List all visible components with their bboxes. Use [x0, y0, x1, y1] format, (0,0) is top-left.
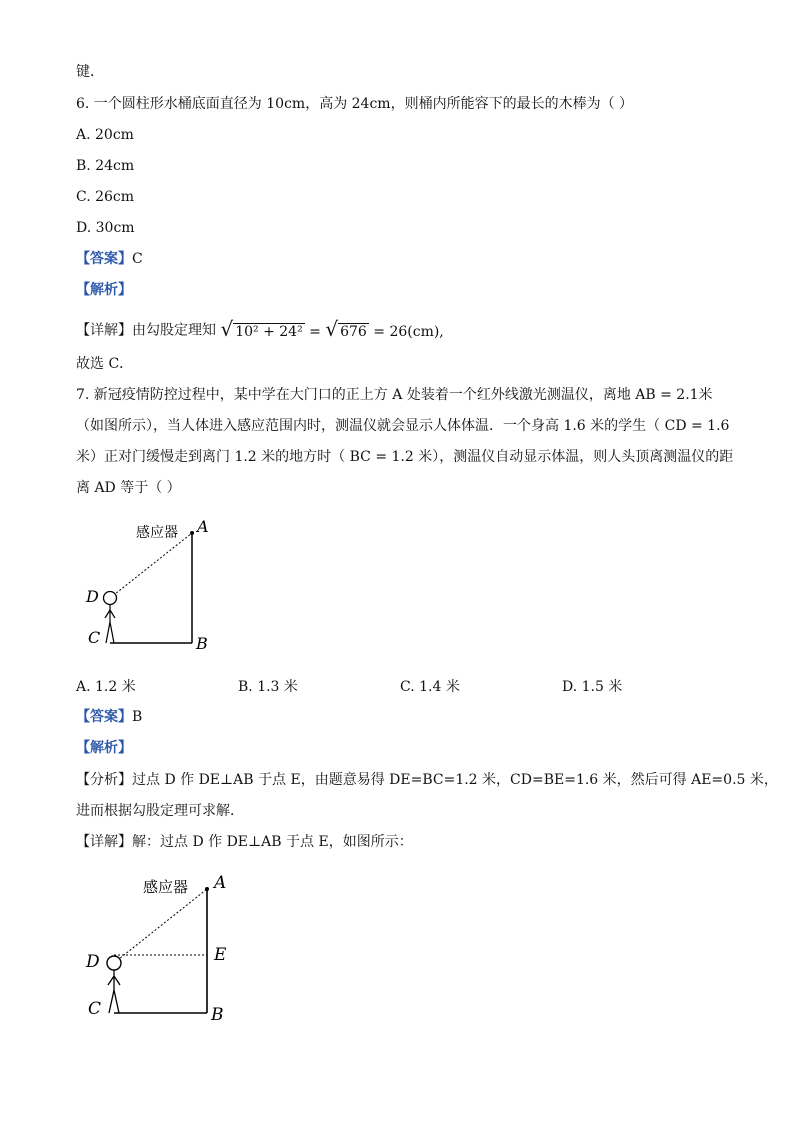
fig1-sensor-label: 感应器 — [136, 525, 178, 541]
question-6-stem: 6. 一个圆柱形水桶底面直径为 10cm，高为 24cm，则桶内所能容下的最长的木棒为（ ） — [76, 96, 634, 112]
fig1-label-c: C — [88, 628, 101, 647]
fig1-sensor-dot — [190, 531, 194, 535]
q7-option-c: C. 1.4 米 — [400, 679, 460, 695]
q6-option-d: D. 30cm — [76, 220, 135, 236]
q7-option-a: A. 1.2 米 — [76, 679, 136, 695]
q7-analysis-line — [76, 738, 132, 758]
sqrt-sign-2: √ — [325, 317, 339, 341]
q7-option-b: B. 1.3 米 — [238, 679, 298, 695]
q7-answer-line — [76, 707, 142, 727]
fig2-label-a: A — [214, 873, 227, 893]
q7-fenxi-text-1: 过点 D 作 DE⊥AB 于点 E，由题意易得 DE=BC=1.2 米，CD=BE=1.6 米，然后可得 AE=0.5 米， — [132, 772, 778, 788]
fig1-sight-line — [110, 533, 192, 598]
q7-detail-text: 解：过点 D 作 DE⊥AB 于点 E，如图所示： — [132, 834, 413, 850]
q6-root2: 676 — [340, 324, 367, 340]
q6-analysis-line — [76, 280, 132, 300]
fig1-label-a: A — [197, 517, 209, 536]
q6-analysis-tag: 【解析】 — [76, 282, 132, 298]
q7-fenxi-line-2: 进而根据勾股定理可求解． — [76, 803, 244, 819]
fig2-sensor-label: 感应器 — [143, 878, 189, 896]
fig1-body — [105, 605, 115, 644]
q7-option-d: D. 1.5 米 — [562, 679, 623, 695]
q6-detail-line — [76, 316, 444, 345]
q7-detail-line — [76, 832, 413, 852]
fig2-sensor-dot — [205, 887, 209, 891]
question-7-stem-3: 米）正对门缓慢走到离门 1.2 米的地方时（ BC = 1.2 米），测温仪自动显示体温，则人头顶离测温仪的距 — [76, 449, 734, 465]
fig2-head — [107, 956, 121, 970]
fig1-head — [104, 592, 117, 605]
fig1-label-b: B — [196, 634, 208, 653]
sqrt-sign-1: √ — [220, 317, 234, 341]
fig2-sight-line — [114, 889, 207, 963]
question-7-stem-2: （如图所示），当人体进入感应范围内时，测温仪就会显示人体体温．一个身高 1.6 米的学生（ CD = 1.6 — [76, 418, 730, 434]
fig2-label-d: D — [86, 952, 100, 972]
q6-answer-line — [76, 249, 143, 269]
q6-formula-eq: = — [309, 324, 321, 340]
q6-formula-result: = 26 — [373, 324, 408, 340]
q7-answer: B — [132, 709, 143, 725]
q6-answer-tag: 【答案】 — [76, 251, 132, 267]
q6-option-c: C. 26cm — [76, 189, 135, 205]
q6-option-a: A. 20cm — [76, 127, 134, 143]
fig2-label-b: B — [211, 1005, 224, 1025]
q7-fenxi-tag: 【分析】 — [76, 772, 132, 788]
q6-formula — [220, 316, 443, 345]
question-7-stem-4: 离 AD 等于（ ） — [76, 480, 181, 496]
q6-unit: (cm), — [407, 324, 444, 340]
fig2-body — [108, 970, 120, 1013]
q7-figure-1 — [80, 510, 240, 660]
fig2-label-c: C — [88, 999, 102, 1019]
fig1-label-d: D — [86, 587, 99, 606]
q6-option-b: B. 24cm — [76, 158, 135, 174]
q7-figure-2 — [80, 866, 260, 1036]
page-fragment: 键． — [76, 64, 104, 80]
q6-answer: C — [132, 251, 143, 267]
q6-conclusion: 故选 C． — [76, 356, 134, 372]
q6-detail-tag: 【详解】 — [76, 322, 132, 339]
q7-detail-tag: 【详解】 — [76, 834, 132, 850]
question-7-stem-1: 7. 新冠疫情防控过程中，某中学在大门口的正上方 A 处装着一个红外线激光测温仪，离地 AB = 2.1米 — [76, 387, 713, 403]
q6-root1: 10² + 24² — [235, 324, 303, 340]
fig2-label-e: E — [214, 945, 227, 965]
q6-detail-prefix: 由勾股定理知 — [132, 322, 216, 339]
q7-analysis-tag: 【解析】 — [76, 740, 132, 756]
q7-answer-tag: 【答案】 — [76, 709, 132, 725]
q7-fenxi-line-1 — [76, 770, 778, 790]
